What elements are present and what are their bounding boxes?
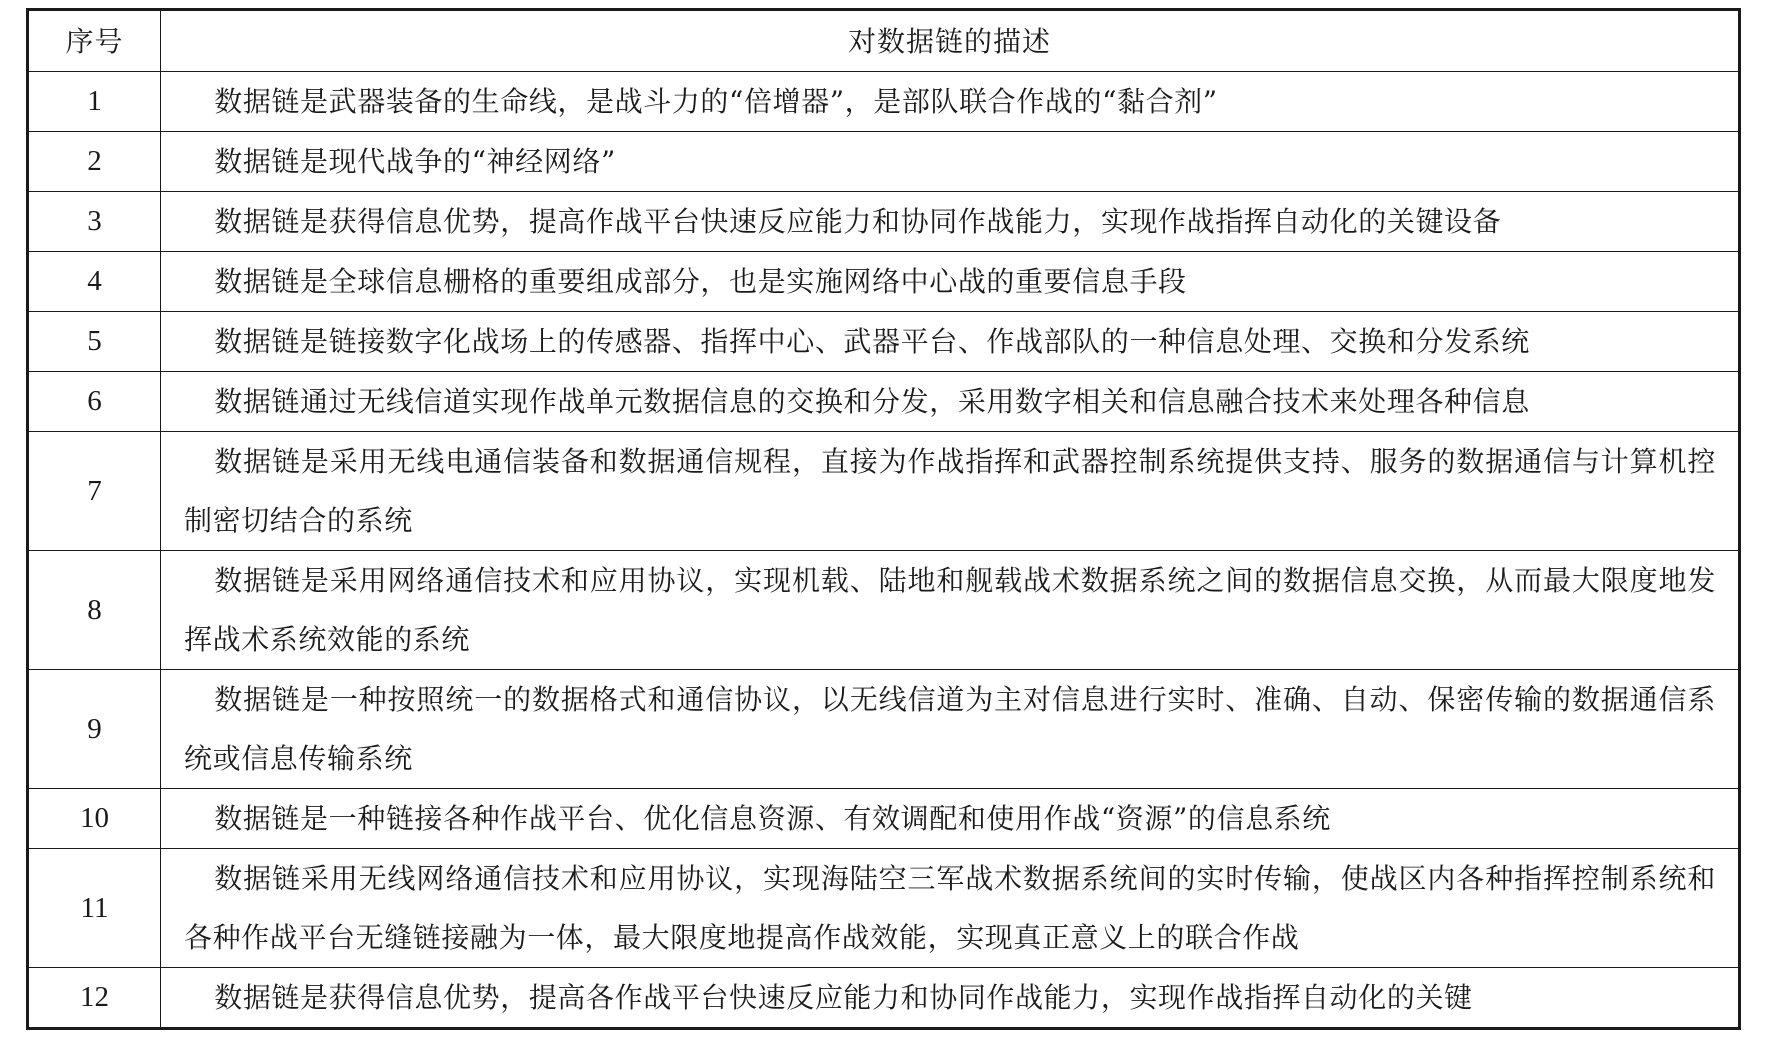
row-description [161,968,1740,1029]
row-description [161,192,1740,252]
data-link-descriptions-table [26,8,1741,1030]
row-number: 5 [28,312,161,372]
row-description-text: 数据链是采用无线电通信装备和数据通信规程，直接为作战指挥和武器控制系统提供支持、服务的数据通信与计算机控制密切结合的系统 [184,445,1716,537]
row-number: 8 [28,551,161,670]
table-row [28,192,1740,252]
row-description-text: 数据链通过无线信道实现作战单元数据信息的交换和分发，采用数字相关和信息融合技术来处理各种信息 [214,385,1530,418]
table-row [28,132,1740,192]
row-description-text: 数据链采用无线网络通信技术和应用协议，实现海陆空三军战术数据系统间的实时传输，使战区内各种指挥控制系统和各种作战平台无缝链接融为一体，最大限度地提高作战效能，实现真正意义上的联合作战 [184,862,1716,954]
table-row [28,72,1740,132]
row-description [161,132,1740,192]
row-description-text: 数据链是获得信息优势，提高各作战平台快速反应能力和协同作战能力，实现作战指挥自动化的关键 [214,981,1473,1014]
row-number: 11 [28,849,161,968]
row-number: 2 [28,132,161,192]
row-description-text: 数据链是一种按照统一的数据格式和通信协议，以无线信道为主对信息进行实时、准确、自动、保密传输的数据通信系统或信息传输系统 [184,683,1716,775]
row-number: 1 [28,72,161,132]
table-row [28,849,1740,968]
row-description-text: 数据链是现代战争的“神经网络” [214,145,616,178]
table-row [28,968,1740,1029]
row-number: 6 [28,372,161,432]
row-number: 10 [28,789,161,849]
row-description [161,789,1740,849]
row-description [161,72,1740,132]
table-row [28,670,1740,789]
row-description [161,372,1740,432]
row-description-text: 数据链是武器装备的生命线，是战斗力的“倍增器”，是部队联合作战的“黏合剂” [214,85,1218,118]
row-number: 9 [28,670,161,789]
row-description-text: 数据链是全球信息栅格的重要组成部分，也是实施网络中心战的重要信息手段 [214,265,1187,298]
table-row [28,432,1740,551]
table-row [28,312,1740,372]
row-description [161,551,1740,670]
row-number: 3 [28,192,161,252]
row-number: 7 [28,432,161,551]
table-row [28,551,1740,670]
row-number: 12 [28,968,161,1029]
row-description [161,432,1740,551]
table-header-row [28,10,1740,72]
table-row [28,789,1740,849]
row-number: 4 [28,252,161,312]
row-description [161,849,1740,968]
data-link-descriptions-table-container [26,8,1741,1030]
row-description-text: 数据链是一种链接各种作战平台、优化信息资源、有效调配和使用作战“资源”的信息系统 [214,802,1331,835]
row-description [161,670,1740,789]
table-row [28,252,1740,312]
row-description-text: 数据链是获得信息优势，提高作战平台快速反应能力和协同作战能力，实现作战指挥自动化的关键设备 [214,205,1502,238]
row-description [161,312,1740,372]
header-number: 序号 [28,10,161,72]
header-description: 对数据链的描述 [161,10,1740,72]
table-row [28,372,1740,432]
row-description [161,252,1740,312]
row-description-text: 数据链是链接数字化战场上的传感器、指挥中心、武器平台、作战部队的一种信息处理、交换和分发系统 [214,325,1530,358]
row-description-text: 数据链是采用网络通信技术和应用协议，实现机载、陆地和舰载战术数据系统之间的数据信息交换，从而最大限度地发挥战术系统效能的系统 [184,564,1716,656]
